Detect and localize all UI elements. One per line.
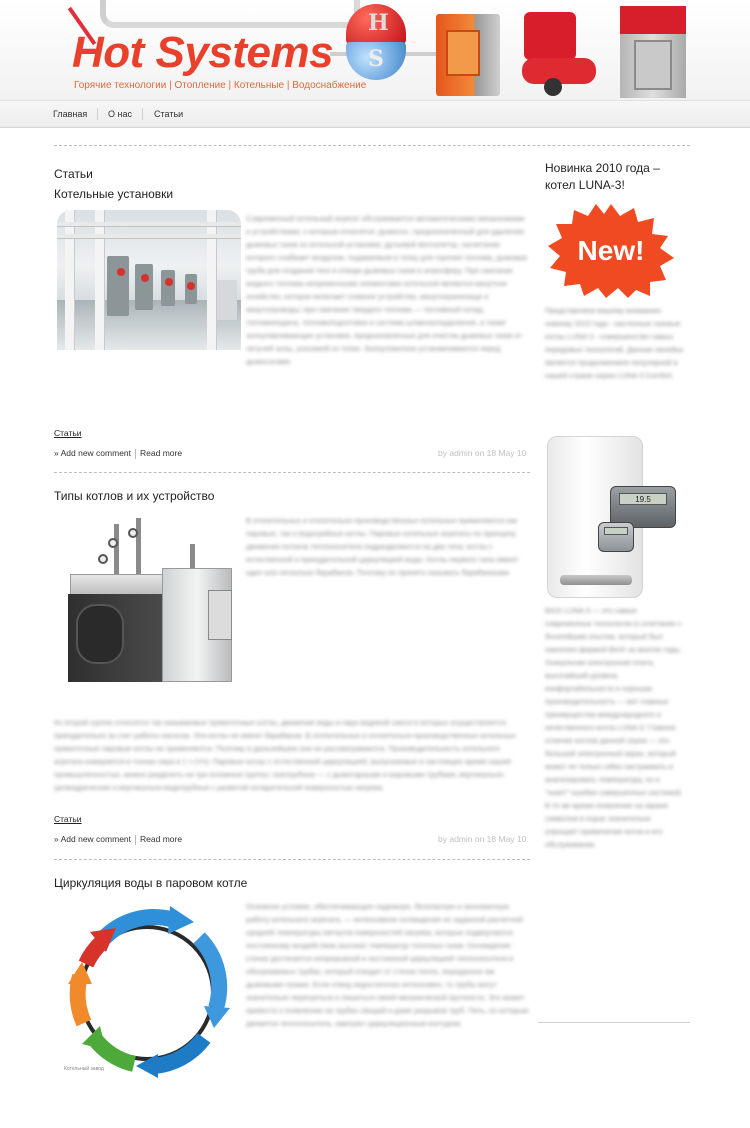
divider (54, 472, 530, 473)
remote-display: 19.5 (619, 493, 667, 505)
sidebar-divider (538, 1022, 690, 1023)
site-tagline: Горячие технологии | Отопление | Котельные | Водоснабжение (74, 80, 367, 91)
site-logo[interactable]: Hot Systems (72, 28, 334, 77)
read-more-link[interactable]: Read more (140, 448, 183, 458)
nav-item-about[interactable]: О нас (108, 109, 132, 119)
sidebar-text: Представляем вашему вниманию новинку 2010 года - настенные газовые котлы LUNA-3 - совершенство самых передовых технологий. Данная линейка является продолжением популярной в нашей стране серии LUNA-3 Comfort. (545, 306, 683, 380)
post-image-steam-boiler (62, 514, 238, 700)
logo-badge (346, 4, 406, 80)
sidebar-title: Новинка 2010 года – котел LUNA-3! (545, 161, 660, 192)
image-caption: Котельный завод (64, 1066, 104, 1072)
post-image-water-cycle (54, 898, 240, 1088)
sidebar-text: BAXI LUNA-3 — это самые современные технологии в сочетании с богатейшим опытом, который был накоплен фирмой BAXI за многие годы. Уникальная электронная плата, высочайший уровень конфортабельности и хорошая производительность — вот главные преимущества международного и качественного котла LUNA-3. Главное отличие котлов данной серии — это большой электронный экран, который может не только гибко настраивать и анализировать температуру, но и "знает" ошибки совершенных системой. В то же время появление на экране символов в корне значительно упрощает применение котла и его обслуживание. (545, 606, 683, 849)
new-badge-icon (546, 202, 676, 298)
add-comment-link[interactable]: » Add new comment (54, 448, 132, 458)
main-nav (0, 100, 750, 128)
post-title[interactable]: Циркуляция воды в паровом котле (54, 876, 248, 890)
post-category-link[interactable]: Статьи (54, 814, 82, 824)
new-badge-text: New! (577, 235, 645, 266)
product-image-remote-small (598, 522, 634, 552)
divider (54, 859, 530, 860)
post-excerpt: В отопительных и отопительно-производственных котельных применяются как паровые, так и водогрейные котлы. Паровые котельные агрегаты по принципу движения потоков теплоносителя подразделяются на два типа: котлы с естественной и принудительной циркуляцией воды. Котлы первого типа имеют один или несколько барабанов. Поэтому их принято называть барабанными. (246, 516, 519, 577)
page-title: Статьи (54, 167, 93, 181)
post-image-boiler-room (57, 210, 241, 350)
logo-badge-s: S (368, 46, 384, 72)
post-links (54, 448, 182, 459)
decor-pipe (100, 0, 360, 28)
divider (54, 145, 690, 146)
post-category-link[interactable]: Статьи (54, 428, 82, 438)
nav-item-articles[interactable]: Статьи (154, 109, 184, 119)
logo-badge-h: H (368, 10, 389, 36)
product-image-solid-fuel-boiler (620, 6, 686, 98)
post-excerpt: Современный котельный агрегат обслуживается автоматическими механизмами и устройствами, к которым относятся: дымосос, предназначенный для удаления дымовых газов из котельной установки, дутьевой вентилятор, нагнетание которого снабжает воздухом, подаваемым в топку для горения топлива, дымовая труба для создания тяги и отвода дымовых газов в атмосферу. При сжигании жидкого топлива непременными элементами котельной являются мазутное хозяйство, которое включает сливное устройство, мазутохранилище и мазутопроводы; при сжигании твердого топлива — топливный склад, топливоподача, топливоподготовка и система шлакозолоудаления, а также золоулавливающие установки, предназначенные для очистки дымовых газов от летучей золы, уносимой из топки. Золоуловители устанавливаются перед дымососами. (246, 214, 527, 366)
nav-item-home[interactable]: Главная (53, 109, 88, 119)
post-excerpt: Основное условие, обеспечивающее надежную, безопасную и экономичную работу котельного агрегата, — интенсивное охлаждение их заданной расчетной средней температуры металла поверхностей нагрева, которые подвергаются постоянному воздействию высоких температур топочных газов. Охлаждение стенок достигается непрерывной и постоянной циркуляцией теплоносителя в обогреваемых трубах, который отводит от стенок тепло, переданное им дымовыми газами. Если отвод недостаточно интенсивен, то трубы могут значительно перегреться и лишиться своей механической прочности. Это может привести к появлению на трубах свищей и даже разрывов труб. Петь, по которым движется теплоноситель, именуют циркуляционным контуром. (246, 902, 529, 1028)
product-image-compressor (520, 6, 600, 98)
nav-divider (97, 108, 98, 120)
post-byline: by admin on 18 May 10 (438, 448, 527, 458)
product-image-boiler (436, 14, 500, 96)
post-excerpt-cont: Ко второй группе относятся так называемые прямоточные котлы, движение воды в паро-водяной смеси в которых осуществляется принудительно за счет работы насосов. Эти котлы не имеют барабанов. В отопительных и отопительно-производственных котельных прямоточные паровые котлы не применяются. Поэтому в дальнейшем они не рассматриваются. Производительность котельного агрегата измеряется в тоннах пара в 1 ч (т/ч). Паровые котлы с естественной циркуляцией, выпускаемые в настоящее время нашей промышленностью, можно разделить на три основные группы: газотрубные — с дымогарными и жаровыми трубами, вертикально-цилиндрические и вертикально-водотрубные с развитой испарительной поверхностью нагрева. (54, 718, 516, 792)
read-more-link[interactable]: Read more (140, 834, 183, 844)
post-title[interactable]: Типы котлов и их устройство (54, 489, 215, 503)
site-header (0, 0, 750, 100)
nav-divider (142, 108, 143, 120)
add-comment-link[interactable]: » Add new comment (54, 834, 132, 844)
post-title[interactable]: Котельные установки (54, 187, 174, 201)
post-links (54, 834, 182, 845)
post-byline: by admin on 18 May 10 (438, 834, 527, 844)
post-excerpt-cont (54, 348, 530, 414)
post-excerpt-cont (54, 1086, 454, 1100)
